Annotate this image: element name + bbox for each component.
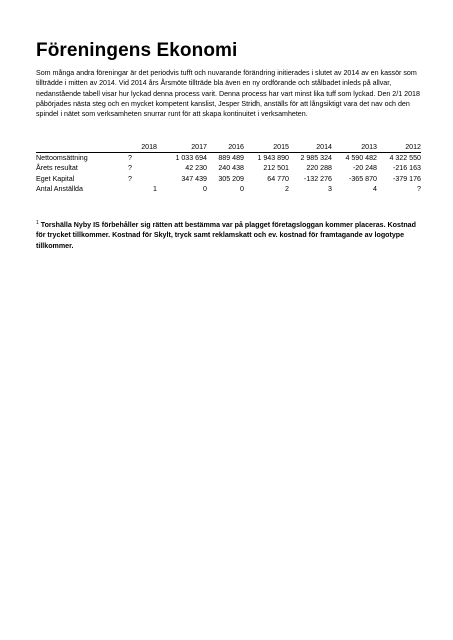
header-label-cell: [36, 142, 116, 153]
table-cell: 240 438: [218, 164, 244, 173]
table-cell: 2 985 324: [300, 154, 332, 163]
header-year: 2017: [157, 142, 207, 153]
table-cell: -132 276: [303, 174, 332, 183]
table-header-row: [36, 142, 421, 153]
table-cell: 64 770: [267, 174, 289, 183]
header-year: 2018: [116, 142, 157, 153]
table-cell: 347 439: [181, 174, 207, 183]
header-year: 2014: [289, 142, 332, 153]
table-cell: -365 870: [348, 174, 377, 183]
table-cell: ?: [128, 174, 132, 183]
table-cell: ?: [128, 164, 132, 173]
economy-table: [36, 142, 421, 194]
table-cell: -379 176: [392, 174, 421, 183]
header-year: 2015: [244, 142, 289, 153]
table-cell: 4 590 482: [345, 154, 377, 163]
table-row: [36, 163, 421, 173]
table-cell: 2: [285, 184, 289, 193]
header-year: 2012: [377, 142, 421, 153]
row-label: Antal Anställda: [36, 184, 83, 193]
row-label: Nettoomsättning: [36, 154, 88, 163]
table-cell: -216 163: [392, 164, 421, 173]
table-cell: 212 501: [263, 164, 289, 173]
table-cell: ?: [417, 184, 421, 193]
header-year: 2016: [207, 142, 244, 153]
table-cell: 889 489: [218, 154, 244, 163]
table-cell: 0: [203, 184, 207, 193]
table-cell: 4 322 550: [389, 154, 421, 163]
table-cell: 1: [153, 184, 157, 193]
table-cell: ?: [128, 154, 132, 163]
table-cell: -20 248: [352, 164, 377, 173]
row-label: Årets resultat: [36, 164, 78, 173]
header-year: 2013: [332, 142, 377, 153]
intro-paragraph: Som många andra föreningar är det periodvis tufft och nuvarande förändring initierades i slutet av 2014 av en kassör som tillträdde i mitten av 2014. Vid 2014 års Årsmöte tillträde bla även en ny ordförande och stålbadet inleds på allvar, nedanstående tabell visar hur lyckad denna process varit. Denna process har vart minst lika tuff som lyckad. Den 2/1 2018 påbörjades nästa steg och en mycket kompetent kanslist, Jesper Stridh, anställs för att långsiktigt vara det nav och den spindel i nätet som verksamheten snurrar runt för att skapa kontinuitet i verksamheten.: [36, 69, 420, 119]
footnote-text: Torshälla Nyby IS förbehåller sig rätten att bestämma var på plagget företagsloggan kommer placeras. Kostnad för trycket tillkommer. Kostnad för Skylt, tryck samt reklamskatt och ev. kostnad för framtagande av logotype tillkommer.: [36, 221, 416, 250]
table-cell: 1 033 694: [175, 154, 207, 163]
table-cell: 42 230: [185, 164, 207, 173]
table-row: [36, 153, 421, 164]
footnote-marker: 1: [36, 220, 39, 226]
table-row: [36, 184, 421, 194]
row-label: Eget Kapital: [36, 174, 75, 183]
table-cell: 0: [240, 184, 244, 193]
table-cell: 1 943 890: [257, 154, 289, 163]
table-cell: 220 288: [306, 164, 332, 173]
table-cell: 305 209: [218, 174, 244, 183]
page-title: Föreningens Ekonomi: [36, 40, 238, 61]
footnote: [36, 218, 426, 251]
table-cell: 3: [328, 184, 332, 193]
table-cell: 4: [373, 184, 377, 193]
table-row: [36, 174, 421, 184]
